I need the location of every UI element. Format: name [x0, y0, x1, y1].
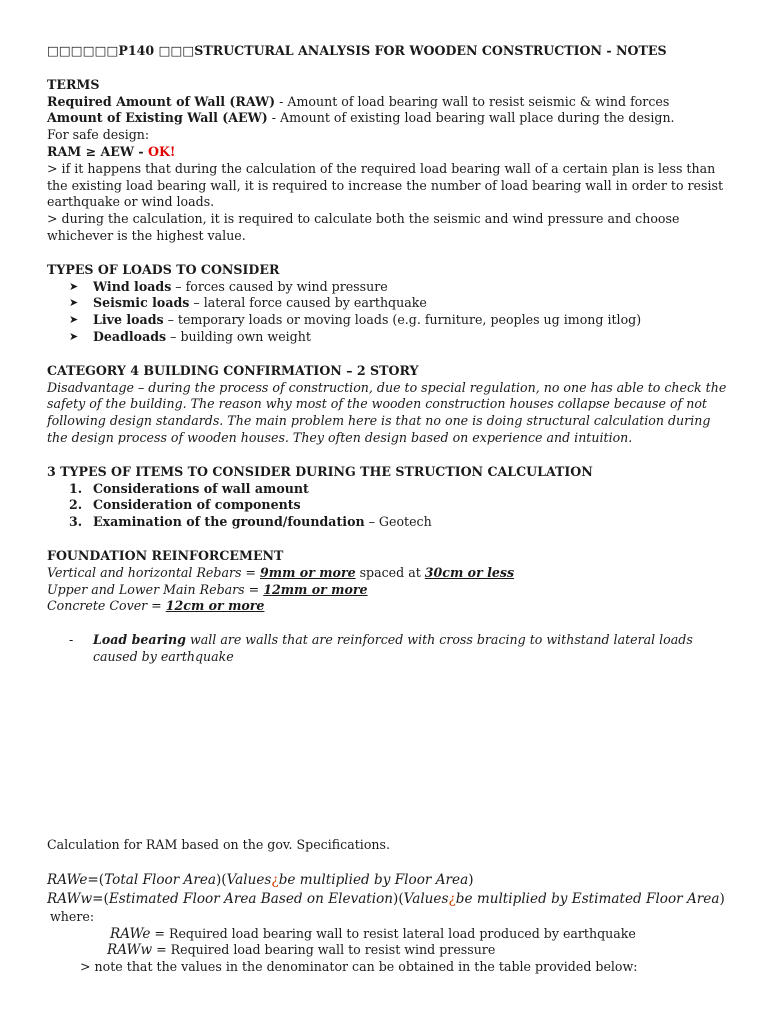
- load-bearing-text: wall are walls that are reinforced with cross bracing to withstand lateral loads caused by earthquake: [93, 632, 693, 664]
- load-bearing-note: [69, 632, 727, 666]
- raw-def: - Amount of load bearing wall to resist seismic & wind forces: [275, 93, 670, 109]
- calc-intro: Calculation for RAM based on the gov. Specifications.: [47, 837, 390, 852]
- category-heading: CATEGORY 4 BUILDING CONFIRMATION – 2 STORY: [47, 362, 419, 378]
- definition-text: = Required load bearing wall to resist lateral load produced by earthquake: [150, 925, 636, 941]
- spec-connector: spaced at: [355, 564, 425, 580]
- spec-value: 9mm or more: [260, 564, 356, 580]
- title-glyphs-2: □□□: [158, 43, 195, 58]
- aew-definition: [47, 110, 727, 127]
- formula-op: =(: [87, 871, 105, 888]
- load-desc: – temporary loads or moving loads (e.g. furniture, peoples ug imong itlog): [163, 312, 642, 328]
- formula-op: )(: [393, 890, 404, 907]
- load-bearing-term: Load bearing: [93, 632, 186, 648]
- numbered-item: [69, 497, 727, 514]
- ok-label: OK!: [148, 143, 176, 159]
- arrow-bullet-icon: ➤: [69, 296, 79, 310]
- safe-design-equation: [47, 144, 727, 161]
- formula-term: be multiplied by Floor Area: [278, 871, 469, 888]
- dash-bullet: -: [69, 632, 74, 648]
- formula-symbol: RAWw: [47, 890, 93, 907]
- arrow-bullet-icon: ➤: [69, 279, 79, 293]
- formula-term: Total Floor Area: [104, 871, 216, 888]
- load-item: [69, 329, 727, 346]
- numbered-item: [69, 514, 727, 531]
- load-item: [69, 295, 727, 312]
- arrow-bullet-icon: ➤: [69, 313, 79, 327]
- formula-glyph: ¿: [271, 871, 279, 888]
- items-heading: 3 TYPES OF ITEMS TO CONSIDER DURING THE STRUCTION CALCULATION: [47, 463, 593, 479]
- terms-note-1: > if it happens that during the calculation of the required load bearing wall of a certain plan is less than the existing load bearing wall, it is required to increase the number of load bearing wall in order to resist earthquake or wind loads.: [47, 160, 724, 210]
- aew-term: Amount of Existing Wall (AEW): [47, 110, 268, 126]
- load-name: Live loads: [93, 312, 164, 328]
- spec-value: 12cm or more: [165, 598, 265, 614]
- spec-label: Upper and Lower Main Rebars =: [47, 581, 264, 597]
- formula-op: )(: [216, 871, 227, 888]
- document-page: [47, 43, 727, 666]
- raw-term: Required Amount of Wall (RAW): [47, 93, 276, 109]
- formula-op: =(: [92, 890, 109, 907]
- item-number: 3.: [69, 514, 83, 530]
- item-extra: – Geotech: [364, 514, 432, 530]
- spec-value: 12mm or more: [263, 581, 368, 597]
- formula-term: Values: [226, 871, 272, 888]
- terms-note-2: > during the calculation, it is required to calculate both the seismic and wind pressure and choose whichever is the highest value.: [47, 211, 680, 243]
- definition-rawe: [110, 926, 737, 943]
- foundation-heading: FOUNDATION REINFORCEMENT: [47, 547, 284, 563]
- item-number: 1.: [69, 480, 83, 496]
- loads-heading: TYPES OF LOADS TO CONSIDER: [47, 261, 280, 277]
- load-item: [69, 312, 727, 329]
- table-note: > note that the values in the denominator can be obtained in the table provided below:: [80, 959, 638, 975]
- item-text: Considerations of wall amount: [93, 480, 309, 496]
- aew-def: - Amount of existing load bearing wall place during the design.: [267, 110, 675, 126]
- definition-raww: [107, 942, 737, 959]
- load-desc: – building own weight: [166, 328, 311, 344]
- rebar-spec-3: [47, 598, 727, 615]
- formula-glyph: ¿: [448, 890, 456, 907]
- document-title: [47, 43, 727, 60]
- rebar-spec-1: [47, 565, 727, 582]
- spec-value: 30cm or less: [424, 564, 515, 580]
- arrow-bullet-icon: ➤: [69, 329, 79, 343]
- formula-term: Estimated Floor Area Based on Elevation: [108, 890, 394, 907]
- where-label: where:: [50, 908, 95, 924]
- load-desc: – lateral force caused by earthquake: [189, 295, 427, 311]
- safe-design-label: For safe design:: [47, 127, 150, 143]
- item-text: Consideration of components: [93, 497, 301, 513]
- formula-term: be multiplied by Estimated Floor Area: [455, 890, 720, 907]
- definition-symbol: RAWe: [110, 925, 151, 942]
- equation-text: RAM ≥ AEW -: [47, 143, 149, 159]
- load-desc: – forces caused by wind pressure: [171, 278, 388, 294]
- formula-term: Values: [403, 890, 449, 907]
- title-text: STRUCTURAL ANALYSIS FOR WOODEN CONSTRUCTION - NOTES: [194, 43, 667, 58]
- load-name: Seismic loads: [93, 295, 190, 311]
- load-name: Wind loads: [93, 278, 172, 294]
- load-name: Deadloads: [93, 328, 167, 344]
- formula-rawe: [47, 871, 737, 890]
- spec-label: Vertical and horizontal Rebars =: [47, 564, 260, 580]
- raw-definition: [47, 94, 727, 111]
- formula-op: ): [719, 890, 725, 907]
- title-glyphs: □□□□□□: [47, 43, 119, 58]
- item-number: 2.: [69, 497, 83, 513]
- load-item: [69, 279, 727, 296]
- terms-heading: TERMS: [47, 76, 100, 92]
- rebar-spec-2: [47, 582, 727, 599]
- formula-raww: [47, 890, 737, 909]
- spec-label: Concrete Cover =: [47, 598, 166, 614]
- definition-text: = Required load bearing wall to resist wind pressure: [152, 942, 496, 958]
- formula-symbol: RAWe: [47, 871, 88, 888]
- calculation-section: [47, 837, 737, 976]
- numbered-item: [69, 481, 727, 498]
- definition-symbol: RAWw: [107, 942, 153, 959]
- title-page-ref: P140: [118, 43, 155, 58]
- formula-op: ): [468, 871, 474, 888]
- item-text: Examination of the ground/foundation: [93, 514, 365, 530]
- category-paragraph: Disadvantage – during the process of construction, due to special regulation, no one has able to check the safety of the building. The reason why most of the wooden construction houses collapse because of not following design standards. The main problem here is that no one is doing structural calculation during the design process of wooden houses. They often design based on experience and intuition.: [47, 379, 727, 445]
